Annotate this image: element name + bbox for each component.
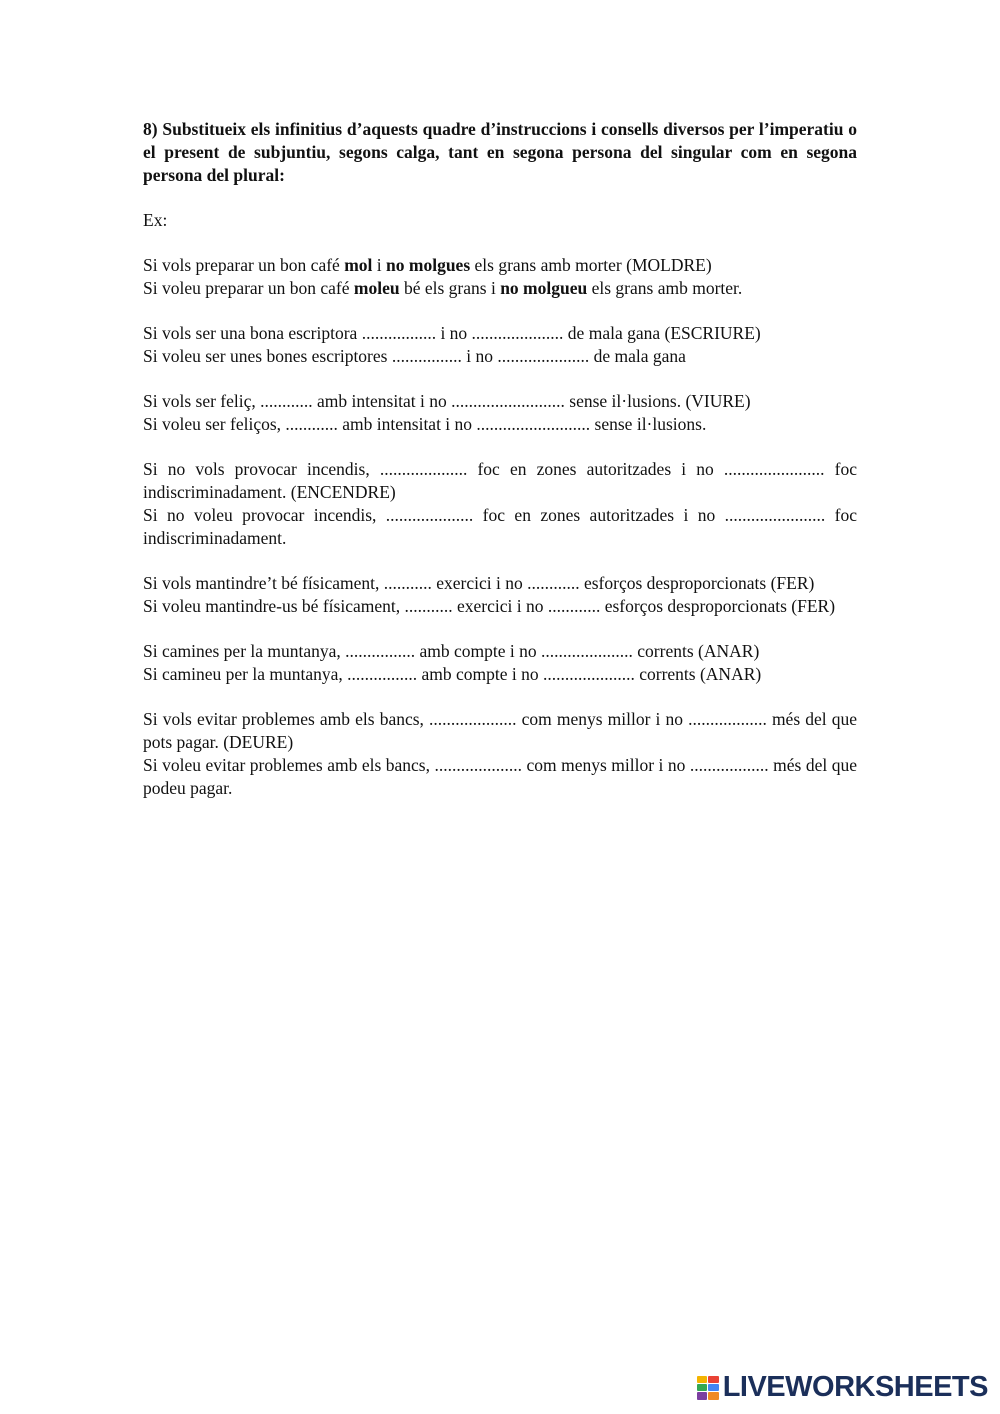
example-block bbox=[143, 254, 857, 300]
exercise-instruction: 8) Substitueix els infinitius d’aquests quadre d’instruccions i consells diversos per l’imperatiu o el present de subjuntiu, segons calga, tant en segona persona del singular com en segona persona del plural: bbox=[143, 119, 857, 185]
exercise-line-singular: Si vols ser una bona escriptora ................. i no ..................... de mala gana (ESCRIURE) bbox=[143, 323, 761, 343]
exercise-line-singular: Si vols evitar problemes amb els bancs, .................... com menys millor i no .................. més del que pots pagar. (DEURE) bbox=[143, 709, 857, 752]
exercise-line-singular: Si camines per la muntanya, ................ amb compte i no ..................... corrents (ANAR) bbox=[143, 641, 760, 661]
exercise-line-singular: Si no vols provocar incendis, .................... foc en zones autoritzades i no ....................... foc indiscriminadament. (ENCENDRE) bbox=[143, 459, 857, 502]
exercise-2 bbox=[143, 390, 857, 436]
exercise-line-singular: Si vols mantindre’t bé físicament, ........... exercici i no ............ esforços desproporcionats (FER) bbox=[143, 573, 815, 593]
exercise-line-singular: Si vols ser feliç, ............ amb intensitat i no .......................... sense il·lusions. (VIURE) bbox=[143, 391, 751, 411]
exercise-line-plural: Si camineu per la muntanya, ................ amb compte i no ..................... corrents (ANAR) bbox=[143, 664, 762, 684]
exercise-line-plural: Si voleu ser feliços, ............ amb intensitat i no .......................... sense il·lusions. bbox=[143, 414, 707, 434]
exercise-line-plural: Si no voleu provocar incendis, .................... foc en zones autoritzades i no ....................... foc indiscriminadament. bbox=[143, 505, 857, 548]
exercise-line-plural: Si voleu evitar problemes amb els bancs, .................... com menys millor i no .................. més del que podeu pagar. bbox=[143, 755, 857, 798]
exercise-line-plural: Si voleu mantindre-us bé físicament, ........... exercici i no ............ esforços desproporcionats (FER) bbox=[143, 596, 836, 616]
example-line-plural: Si voleu preparar un bon café moleu bé els grans i no molgueu els grans amb morter. bbox=[143, 278, 743, 298]
logo-text: LIVEWORKSHEETS bbox=[722, 1371, 988, 1403]
exercise-6 bbox=[143, 708, 857, 800]
exercise-4 bbox=[143, 572, 857, 618]
example-line-singular: Si vols preparar un bon café mol i no molgues els grans amb morter (MOLDRE) bbox=[143, 255, 712, 275]
exercise-1 bbox=[143, 322, 857, 368]
liveworksheets-logo bbox=[697, 1371, 988, 1404]
exercise-5 bbox=[143, 640, 857, 686]
worksheet-page bbox=[143, 118, 857, 800]
liveworksheets-logo-icon bbox=[697, 1376, 719, 1400]
example-label: Ex: bbox=[143, 210, 168, 230]
exercise-line-plural: Si voleu ser unes bones escriptores ................ i no ..................... de mala gana bbox=[143, 346, 686, 366]
exercise-3 bbox=[143, 458, 857, 550]
